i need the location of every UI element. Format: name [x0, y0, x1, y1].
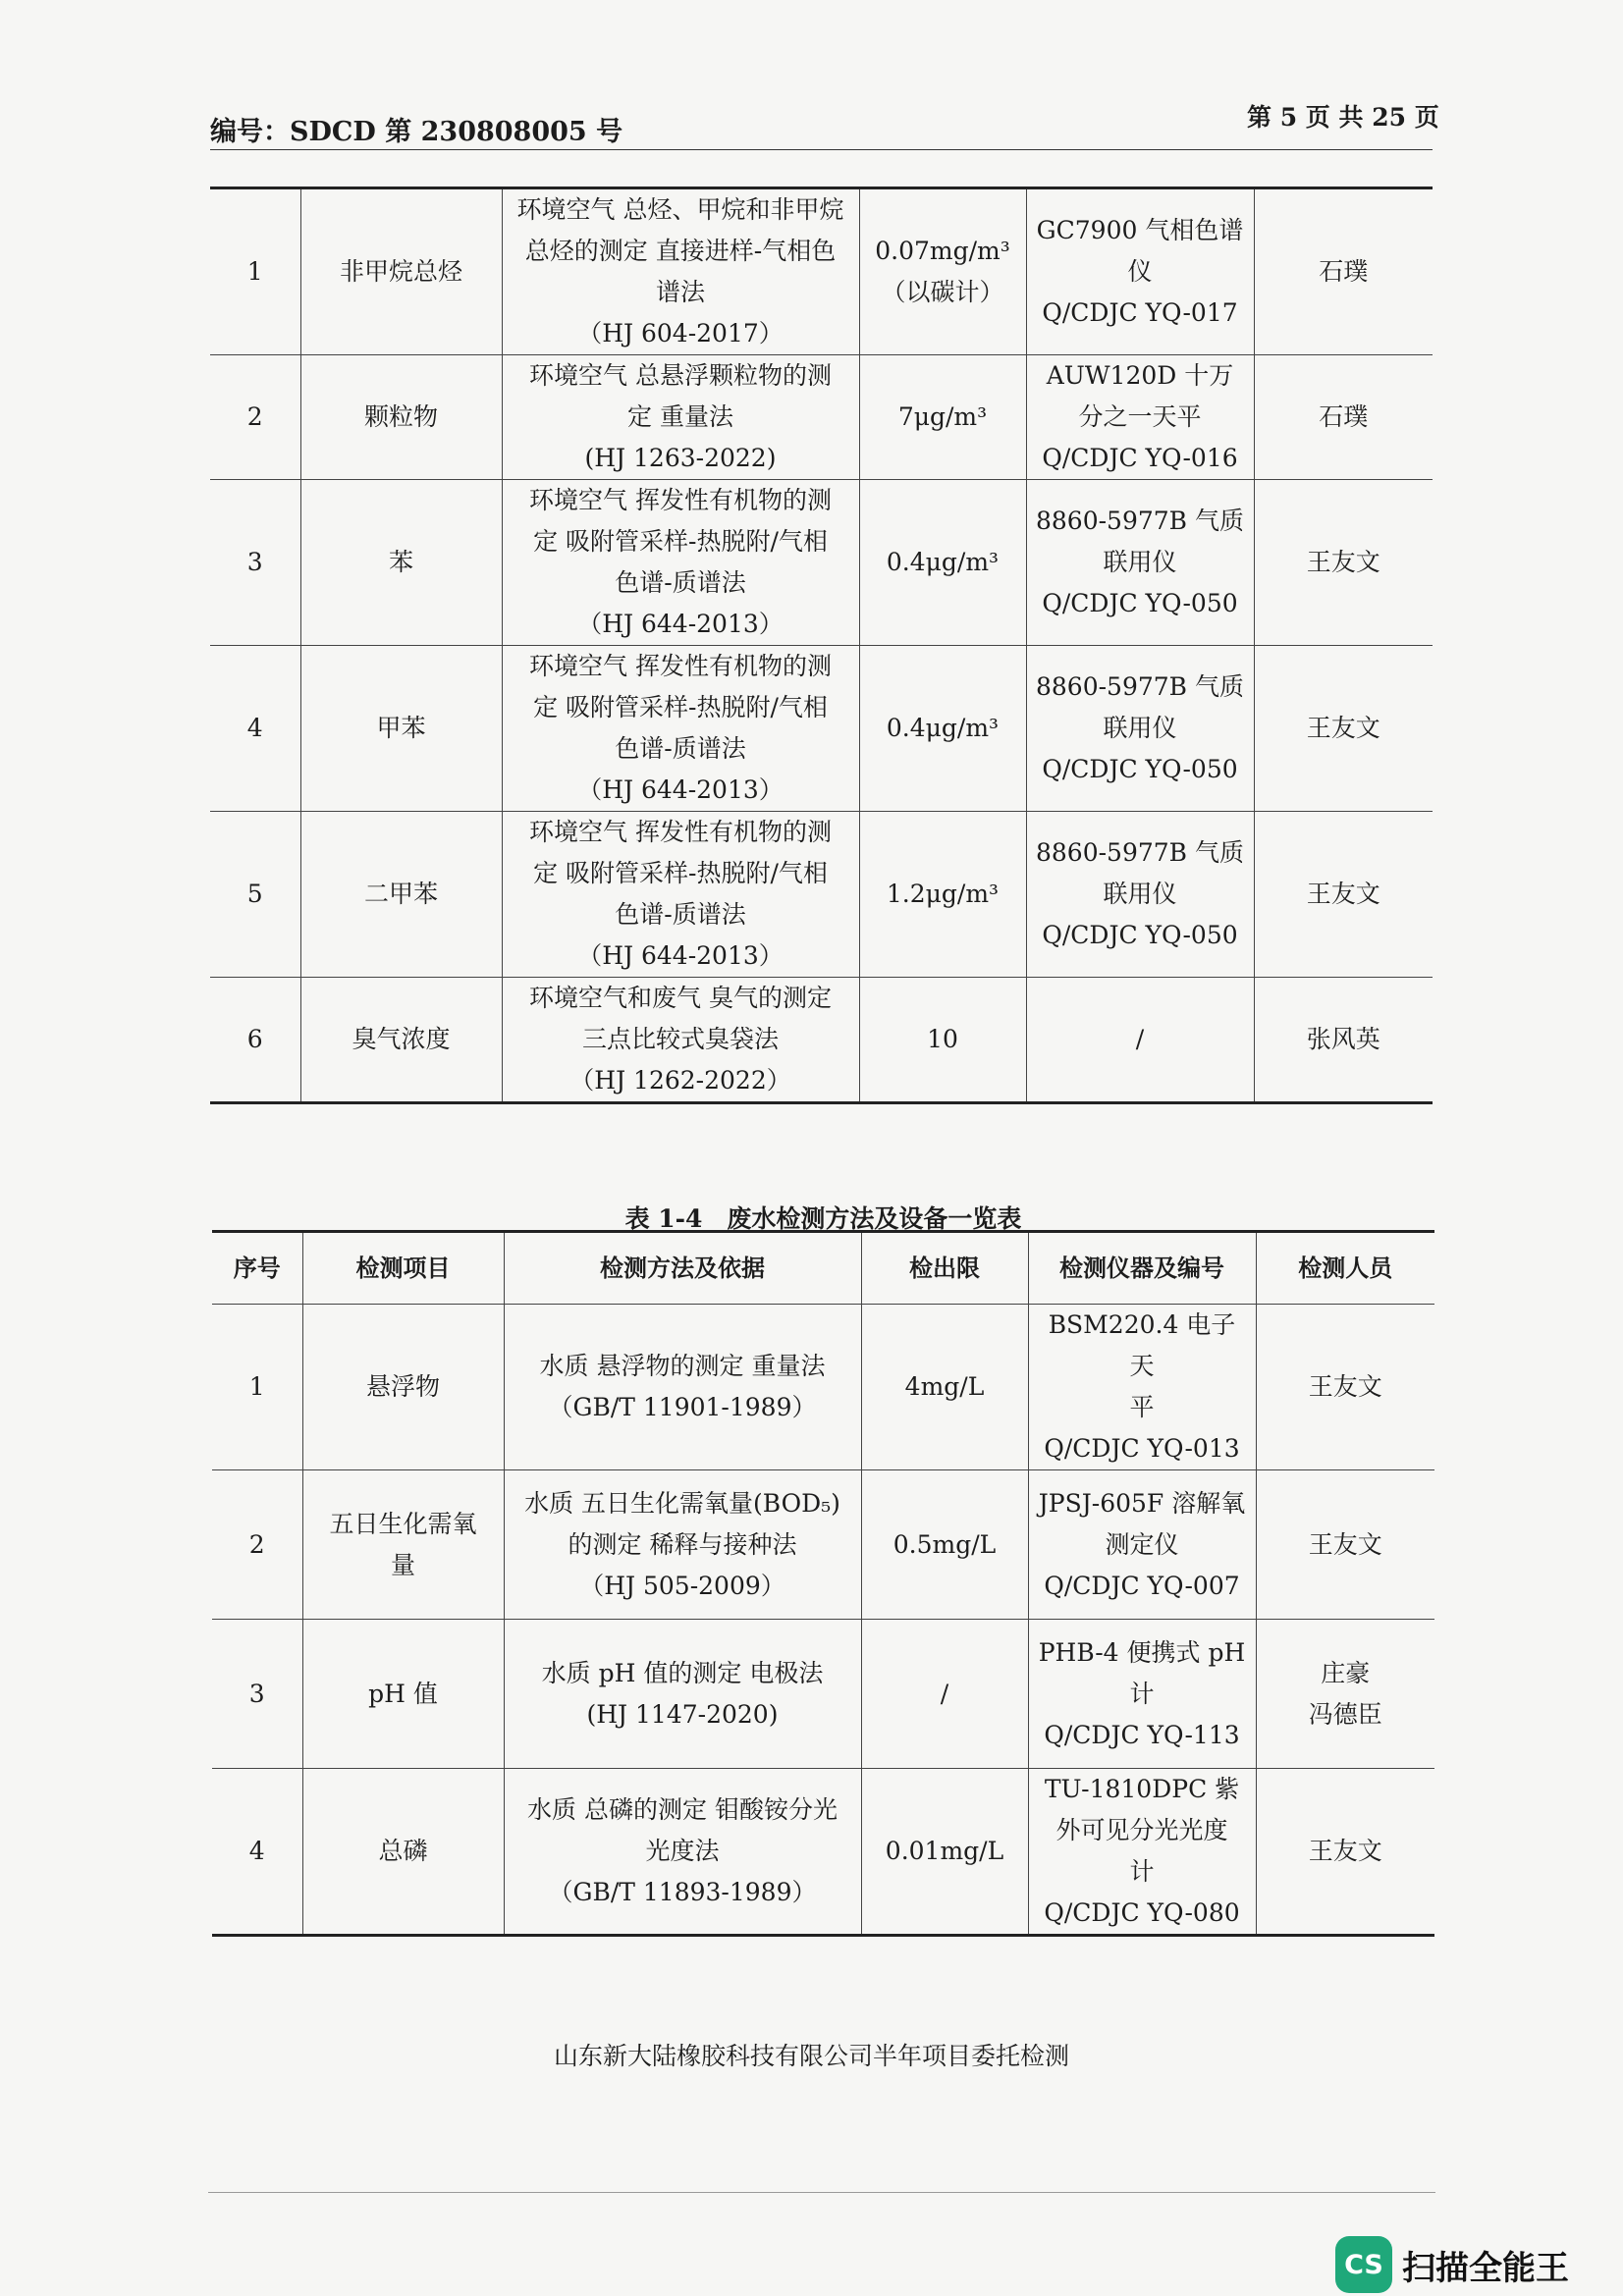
test-method-line: 总烃的测定 直接进样-气相色 [524, 237, 837, 265]
test-method [502, 978, 859, 1103]
header-instrument: 检测仪器及编号 [1028, 1232, 1256, 1305]
cs-logo-icon: CS [1335, 2236, 1392, 2293]
instrument-line: GC7900 气相色谱 [1036, 216, 1244, 244]
instrument [1026, 355, 1254, 480]
detection-limit-line: 7μg/m³ [897, 402, 988, 431]
table-header-row [212, 1232, 1434, 1305]
test-method-line: 水质 pH 值的测定 电极法 [541, 1658, 824, 1687]
detection-limit: 0.5mg/L [861, 1470, 1028, 1620]
instrument-line: 分之一天平 [1078, 402, 1202, 431]
detection-limit-line: 1.2μg/m³ [886, 880, 1000, 908]
tester [1256, 1620, 1434, 1769]
test-method-line: 定 吸附管采样-热脱附/气相 [533, 693, 828, 721]
test-method [504, 1769, 861, 1936]
test-item: 甲苯 [300, 646, 502, 812]
test-method [502, 812, 859, 978]
tester-line: 张风英 [1306, 1025, 1380, 1053]
test-method-line: （HJ 505-2009） [579, 1571, 785, 1600]
table-row [210, 646, 1433, 812]
table-row [212, 1470, 1434, 1620]
test-method [502, 188, 859, 355]
test-item [302, 1305, 504, 1470]
test-method-line: 的测定 稀释与接种法 [568, 1529, 797, 1559]
instrument-line: 计 [1129, 1679, 1155, 1708]
instrument-line: JPSJ-605F 溶解氧 [1038, 1488, 1246, 1518]
instrument [1026, 188, 1254, 355]
test-method [504, 1470, 861, 1620]
tester-line: 石璞 [1319, 402, 1369, 431]
tester [1254, 480, 1433, 646]
test-item-line: 总磷 [378, 1837, 428, 1865]
test-method-line: 水质 五日生化需氧量(BOD₅) [524, 1488, 840, 1518]
test-item [302, 1620, 504, 1769]
detection-limit [859, 355, 1026, 480]
test-method [502, 480, 859, 646]
test-method-line: (HJ 1147-2020) [586, 1699, 779, 1729]
test-method-line: 定 吸附管采样-热脱附/气相 [533, 527, 828, 556]
test-method-line: （HJ 644-2013） [577, 941, 784, 970]
test-method-line: 定 吸附管采样-热脱附/气相 [533, 859, 828, 887]
instrument-line: 8860-5977B 气质 [1035, 672, 1244, 701]
instrument [1028, 1305, 1256, 1470]
instrument-line: Q/CDJC YQ-113 [1044, 1720, 1240, 1749]
test-item: 臭气浓度 [300, 978, 502, 1103]
table-row [210, 355, 1433, 480]
row-number: 6 [210, 978, 300, 1103]
test-method-line: 谱法 [655, 278, 705, 306]
test-method-line: 环境空气 挥发性有机物的测 [529, 652, 832, 680]
instrument-line: 计 [1129, 1857, 1155, 1886]
tester-line: 王友文 [1306, 880, 1380, 908]
air-methods-table [210, 187, 1433, 1104]
detection-limit [859, 812, 1026, 978]
wastewater-methods-table [212, 1230, 1434, 1937]
test-method-line: 定 重量法 [627, 402, 733, 431]
test-method-line: （GB/T 11901-1989） [548, 1393, 817, 1421]
instrument [1028, 1769, 1256, 1936]
instrument-line: Q/CDJC YQ-017 [1042, 298, 1238, 327]
row-number: 2 [210, 355, 300, 480]
bottom-divider [208, 2192, 1435, 2193]
tester [1254, 188, 1433, 355]
test-item: 非甲烷总烃 [300, 188, 502, 355]
instrument [1026, 812, 1254, 978]
table-row [210, 188, 1433, 355]
tester [1256, 1305, 1434, 1470]
instrument [1026, 646, 1254, 812]
detection-limit [859, 646, 1026, 812]
test-item-line: 量 [390, 1550, 415, 1579]
tester-line: 王友文 [1308, 1837, 1382, 1865]
test-method-line: 环境空气 总烃、甲烷和非甲烷 [516, 195, 844, 224]
row-number: 1 [210, 188, 300, 355]
brand-name: 扫描全能王 [1402, 2248, 1569, 2288]
detection-limit-line: 10 [927, 1025, 958, 1053]
instrument-line: BSM220.4 电子天 [1048, 1310, 1236, 1380]
test-method-line: 光度法 [645, 1837, 720, 1865]
instrument-line: Q/CDJC YQ-016 [1042, 444, 1238, 472]
table-row [210, 978, 1433, 1103]
header-no: 序号 [212, 1232, 302, 1305]
test-method-line: 三点比较式臭袋法 [581, 1025, 779, 1053]
footer-company: 山东新大陆橡胶科技有限公司半年项目委托检测 [553, 2042, 1069, 2070]
instrument-line: 联用仪 [1103, 548, 1177, 576]
detection-limit-line: （以碳计） [881, 278, 1004, 306]
detection-limit: / [861, 1620, 1028, 1769]
instrument-line: 平 [1129, 1393, 1155, 1421]
test-method-line: 环境空气和废气 臭气的测定 [529, 984, 832, 1012]
instrument-line: AUW120D 十万 [1046, 361, 1234, 390]
test-method-line: 水质 总磷的测定 钼酸铵分光 [527, 1795, 838, 1824]
header-item: 检测项目 [302, 1232, 504, 1305]
row-number: 4 [212, 1769, 302, 1936]
row-number: 2 [212, 1470, 302, 1620]
test-method-line: （HJ 644-2013） [577, 775, 784, 804]
test-method-line: 色谱-质谱法 [615, 900, 746, 929]
detection-limit [859, 480, 1026, 646]
instrument-line: 联用仪 [1103, 880, 1177, 908]
scanner-watermark [1335, 2235, 1569, 2294]
test-method-line: （GB/T 11893-1989） [548, 1878, 817, 1906]
test-method-line: 环境空气 挥发性有机物的测 [529, 818, 832, 846]
tester-line: 王友文 [1306, 548, 1380, 576]
table-row [212, 1769, 1434, 1936]
instrument-line: Q/CDJC YQ-050 [1042, 589, 1238, 617]
row-number: 3 [212, 1620, 302, 1769]
tester [1256, 1470, 1434, 1620]
tester-line: 石璞 [1319, 257, 1369, 286]
detection-limit-line: 0.07mg/m³ [875, 237, 1010, 265]
test-item-line: 五日生化需氧 [329, 1509, 477, 1538]
tester [1254, 978, 1433, 1103]
instrument [1026, 480, 1254, 646]
test-method-line: 环境空气 挥发性有机物的测 [529, 486, 832, 514]
instrument-line: Q/CDJC YQ-080 [1044, 1898, 1240, 1927]
test-method-line: 环境空气 总悬浮颗粒物的测 [529, 361, 832, 390]
test-item: 颗粒物 [300, 355, 502, 480]
instrument-line: 仪 [1127, 257, 1153, 286]
tester [1254, 355, 1433, 480]
header-limit: 检出限 [861, 1232, 1028, 1305]
table-row [212, 1620, 1434, 1769]
instrument [1028, 1620, 1256, 1769]
test-method-line: （HJ 644-2013） [577, 610, 784, 638]
test-method-line: (HJ 1263-2022) [584, 444, 777, 472]
table-row [212, 1305, 1434, 1470]
detection-limit: 4mg/L [861, 1305, 1028, 1470]
row-number: 1 [212, 1305, 302, 1470]
detection-limit [859, 978, 1026, 1103]
test-item: 苯 [300, 480, 502, 646]
report-number: 编号：SDCD 第 230808005 号 [210, 117, 623, 147]
test-method-line: 色谱-质谱法 [615, 734, 746, 763]
instrument-line: Q/CDJC YQ-013 [1044, 1434, 1240, 1463]
tester [1256, 1769, 1434, 1936]
instrument-line: Q/CDJC YQ-050 [1042, 755, 1238, 783]
test-item-line: 悬浮物 [365, 1372, 440, 1401]
header-method: 检测方法及依据 [504, 1232, 861, 1305]
instrument-line: Q/CDJC YQ-007 [1044, 1571, 1240, 1600]
row-number: 5 [210, 812, 300, 978]
tester-line: 冯德臣 [1308, 1699, 1382, 1729]
table-title: 表 1-4 废水检测方法及设备一览表 [624, 1204, 1022, 1233]
test-method [504, 1620, 861, 1769]
header-divider [210, 149, 1433, 150]
detection-limit-line: 0.4μg/m³ [886, 714, 1000, 742]
header-tester: 检测人员 [1256, 1232, 1434, 1305]
tester-line: 庄豪 [1321, 1658, 1371, 1687]
table-row [210, 812, 1433, 978]
detection-limit [859, 188, 1026, 355]
test-item [302, 1769, 504, 1936]
table-row [210, 480, 1433, 646]
instrument [1028, 1470, 1256, 1620]
test-method-line: 色谱-质谱法 [615, 568, 746, 597]
instrument-line: PHB-4 便携式 pH [1038, 1637, 1246, 1667]
tester [1254, 812, 1433, 978]
test-item-line: pH 值 [368, 1679, 438, 1708]
instrument-line: 测定仪 [1105, 1529, 1179, 1559]
test-method-line: 水质 悬浮物的测定 重量法 [539, 1352, 826, 1380]
row-number: 4 [210, 646, 300, 812]
test-method-line: （HJ 604-2017） [577, 319, 784, 347]
page-indicator: 第 5 页 共 25 页 [1247, 103, 1439, 132]
detection-limit-line: 0.4μg/m³ [886, 548, 1000, 576]
test-method [502, 355, 859, 480]
detection-limit: 0.01mg/L [861, 1769, 1028, 1936]
instrument-line: 8860-5977B 气质 [1035, 507, 1244, 535]
tester-line: 王友文 [1308, 1372, 1382, 1401]
instrument-line: 联用仪 [1103, 714, 1177, 742]
test-method [504, 1305, 861, 1470]
test-method [502, 646, 859, 812]
instrument [1026, 978, 1254, 1103]
test-item: 二甲苯 [300, 812, 502, 978]
tester-line: 王友文 [1306, 714, 1380, 742]
instrument-line: 外可见分光光度 [1055, 1816, 1228, 1844]
test-item [302, 1470, 504, 1620]
instrument-line: TU-1810DPC 紫 [1044, 1775, 1240, 1803]
instrument-line: Q/CDJC YQ-050 [1042, 921, 1238, 949]
row-number: 3 [210, 480, 300, 646]
instrument-line: 8860-5977B 气质 [1035, 838, 1244, 867]
tester [1254, 646, 1433, 812]
test-method-line: （HJ 1262-2022） [569, 1066, 791, 1095]
instrument-line: / [1135, 1025, 1145, 1053]
tester-line: 王友文 [1308, 1529, 1382, 1559]
